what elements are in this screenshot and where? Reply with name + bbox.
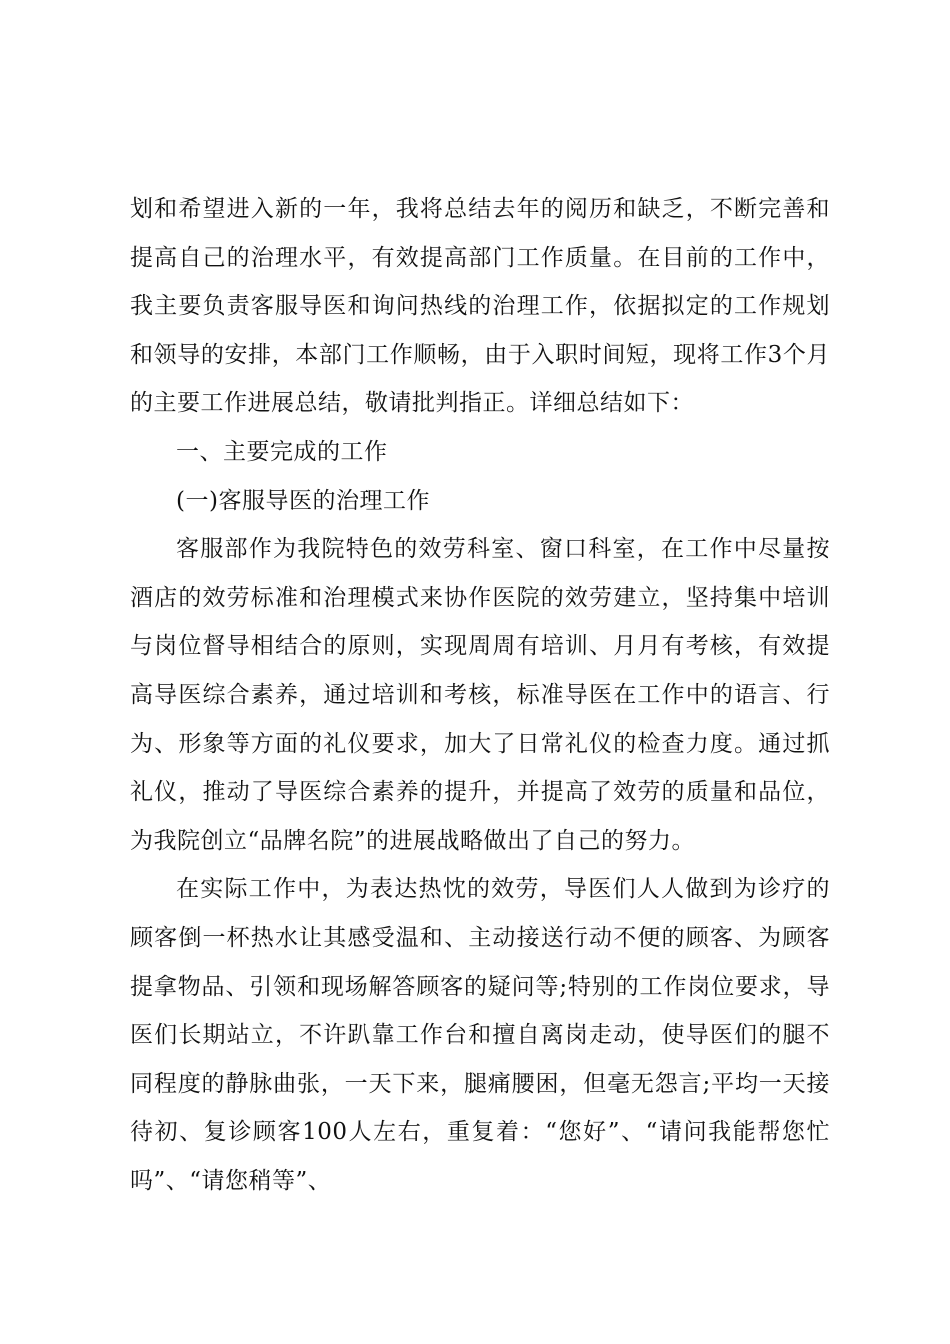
document-body	[130, 185, 830, 1205]
paragraph-customer-service-dept: 客服部作为我院特色的效劳科室、窗口科室，在工作中尽量按酒店的效劳标准和治理模式来协作医院的效劳建立，坚持集中培训与岗位督导相结合的原则，实现周周有培训、月月有考核，有效提高导医综合素养，通过培训和考核，标准导医在工作中的语言、行为、形象等方面的礼仪要求，加大了日常礼仪的检查力度。通过抓礼仪，推动了导医综合素养的提升，并提高了效劳的质量和品位，为我院创立“品牌名院”的进展战略做出了自己的努力。	[130, 536, 830, 854]
paragraph-practical-work: 在实际工作中，为表达热忱的效劳，导医们人人做到为诊疗的顾客倒一杯热水让其感受温和、主动接送行动不便的顾客、为顾客提拿物品、引领和现场解答顾客的疑问等;特别的工作岗位要求，导医们长期站立，不许趴靠工作台和擅自离岗走动，使导医们的腿不同程度的静脉曲张，一天下来，腿痛腰困，但毫无怨言;平均一天接待初、复诊顾客100人左右，重复着：“您好”、“请问我能帮您忙吗”、“请您稍等”、	[130, 876, 830, 1194]
section-heading-main-work: 一、主要完成的工作	[176, 438, 388, 465]
subsection-heading-customer-service: (一)客服导医的治理工作	[176, 487, 430, 514]
paragraph-continued-intro: 划和希望进入新的一年，我将总结去年的阅历和缺乏，不断完善和提高自己的治理水平，有效提高部门工作质量。在目前的工作中，我主要负责客服导医和询问热线的治理工作，依据拟定的工作规划和领导的安排，本部门工作顺畅，由于入职时间短，现将工作3个月的主要工作进展总结，敬请批判指正。详细总结如下：	[130, 196, 830, 417]
